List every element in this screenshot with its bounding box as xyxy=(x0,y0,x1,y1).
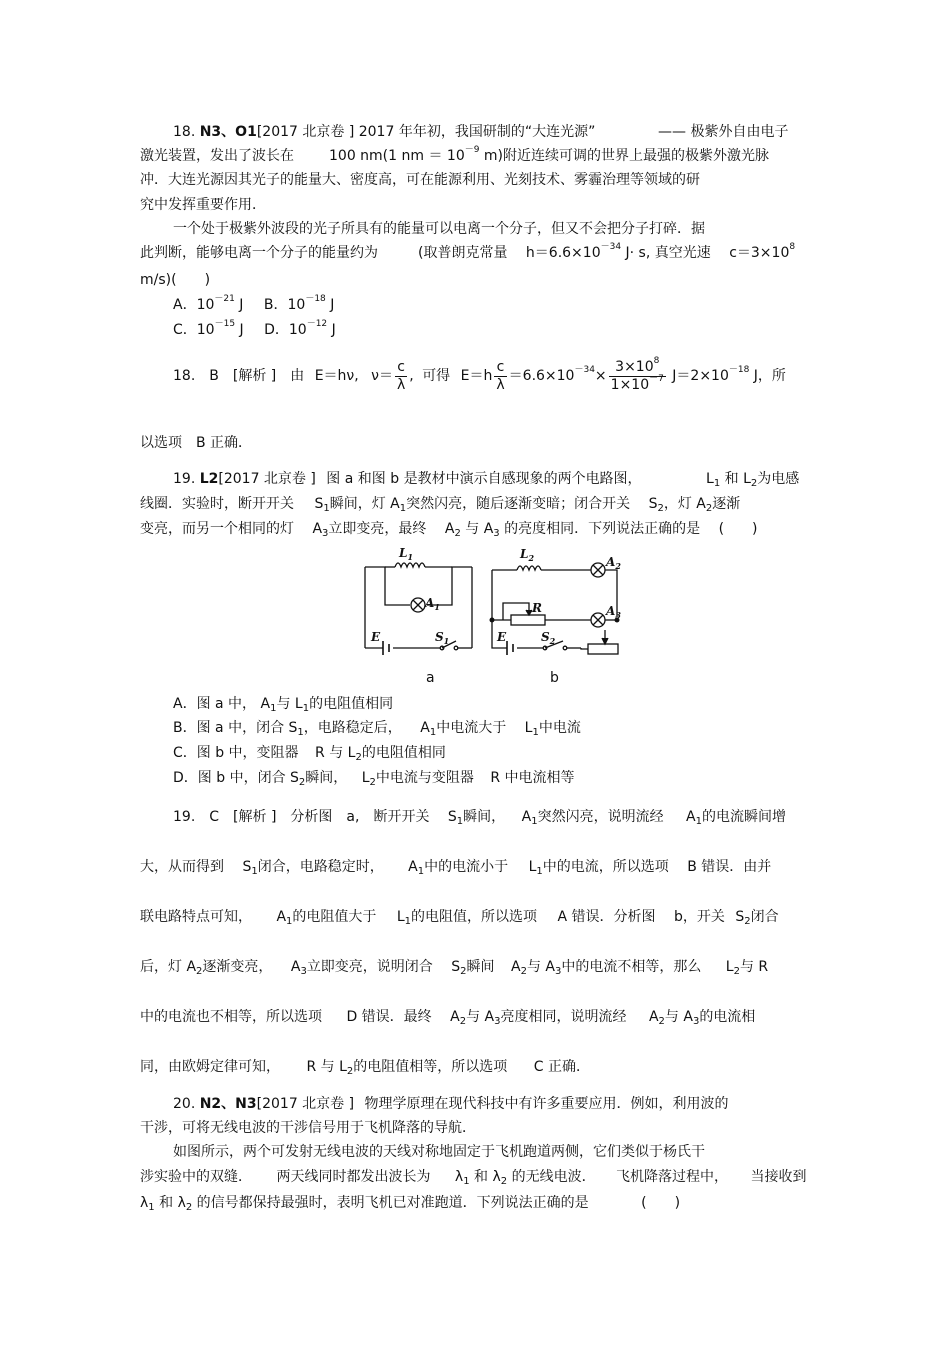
label-a3: $A_3$ xyxy=(606,604,621,620)
subscript: 1 xyxy=(429,727,437,738)
text: λ xyxy=(454,1169,464,1185)
formula: E＝h xyxy=(460,368,493,384)
a19-line1 xyxy=(173,808,786,826)
text: J xyxy=(234,297,244,313)
exponent: －34 xyxy=(600,242,622,252)
option-a xyxy=(173,294,244,313)
question-number: 18. xyxy=(173,124,196,140)
question-tag: N2、N3 xyxy=(199,1096,257,1112)
q18-line6 xyxy=(140,244,378,262)
subscript: 2 xyxy=(346,1066,354,1077)
text: 的电阻值相等，所以选项 xyxy=(353,1059,508,1075)
text: 中电流与变阻器 xyxy=(375,770,474,786)
text: b xyxy=(550,670,559,686)
option-c xyxy=(173,319,244,338)
subscript: 2 xyxy=(520,966,527,977)
subscript: 2 xyxy=(369,777,376,788)
subscript: 3 xyxy=(322,528,329,539)
text: 的无线电波． xyxy=(507,1169,596,1185)
text: L xyxy=(396,909,405,925)
text: 闭合，电路稳定时， xyxy=(257,859,384,875)
text: 立即变亮，说明闭合 xyxy=(306,959,433,975)
answer-head: 18. B [解析 ] 由 xyxy=(173,368,305,384)
text: 如图所示，两个可发射无线电波的天线对称地固定于飞机跑道两侧，它们类似于杨氏干 xyxy=(173,1144,705,1160)
text: S xyxy=(648,496,658,512)
subscript: 1 xyxy=(456,816,464,827)
a18-line2 xyxy=(140,434,252,452)
text: 后，灯 A xyxy=(140,959,197,975)
text: B．10 xyxy=(263,297,306,313)
text: 飞机降落过程中， xyxy=(616,1169,729,1185)
text: c＝3×10 xyxy=(729,245,790,261)
label-l2: $L_2$ xyxy=(520,547,535,563)
inductor-l2 xyxy=(517,566,541,570)
text: 100 nm(1 nm ＝ 10 xyxy=(329,148,465,164)
subscript: 2 xyxy=(196,966,203,977)
text: 变亮，而另一个相同的灯 xyxy=(140,521,294,537)
text: R 与 L xyxy=(315,745,356,761)
subscript: 2 xyxy=(355,752,362,763)
a19-line4 xyxy=(140,958,768,976)
text: J· s, 真空光速 xyxy=(621,245,711,261)
subscript: 3 xyxy=(493,528,500,539)
text: L xyxy=(524,720,533,736)
text: D．10 xyxy=(264,322,307,338)
subscript: 1 xyxy=(463,1176,470,1187)
q19-line2 xyxy=(140,495,740,513)
subscript: 1 xyxy=(297,727,304,738)
text: 与 R xyxy=(739,959,769,975)
a19-line2 xyxy=(140,858,771,876)
text: 逐渐变亮， xyxy=(202,959,273,975)
text: 的电流相 xyxy=(699,1009,756,1025)
a18-line1 xyxy=(173,356,786,396)
subscript: 1 xyxy=(695,816,702,827)
figure-a-label xyxy=(426,669,435,687)
question-number: 19. xyxy=(173,471,196,487)
subscript: 1 xyxy=(536,866,543,877)
battery-a xyxy=(383,641,389,655)
subscript: 1 xyxy=(417,866,425,877)
formula: ＝6.6×10 xyxy=(508,368,575,384)
formula: ν＝ xyxy=(371,368,393,384)
denominator xyxy=(609,373,666,394)
exponent: 8 xyxy=(653,355,660,366)
text: A 错误．分析图 xyxy=(557,909,656,925)
text: m) xyxy=(479,148,504,164)
subscript: 3 xyxy=(692,1016,700,1027)
q19-option-a xyxy=(173,695,393,713)
text: ，灯 A xyxy=(663,496,706,512)
label-a2: $A_2$ xyxy=(606,555,621,571)
subscript: 1 xyxy=(532,727,539,738)
text: 当接收到 xyxy=(750,1169,807,1185)
label-e-a: E xyxy=(371,630,381,644)
subscript: 1 xyxy=(251,866,258,877)
text: 以选项 B 正确． xyxy=(140,435,253,451)
subscript: 1 xyxy=(404,916,412,927)
text: B 错误．由并 xyxy=(687,859,772,875)
text: 的电流瞬间增 xyxy=(701,809,786,825)
text: , xyxy=(409,368,414,384)
text: A．10 xyxy=(173,297,215,313)
q18-line5 xyxy=(173,220,705,238)
text: S xyxy=(242,859,252,875)
text: S xyxy=(451,959,461,975)
text: 线圈．实验时，断开开关 xyxy=(140,496,294,512)
label-s2: $S_2$ xyxy=(541,630,556,646)
option-d xyxy=(264,319,336,338)
text: 中电流 xyxy=(538,720,581,736)
label-l1: $L_1$ xyxy=(399,546,414,562)
text: A xyxy=(686,809,696,825)
text: A xyxy=(290,959,301,975)
label-e-b: E xyxy=(497,630,507,644)
text: A．图 a 中， A xyxy=(173,696,271,712)
inductor-l1 xyxy=(395,563,425,567)
text: 2017 年年初，我国研制的“大连光源” xyxy=(358,124,596,140)
text: 立即变亮，最终 xyxy=(328,521,427,537)
subscript: 2 xyxy=(185,1202,193,1213)
subscript: 1 xyxy=(148,1202,155,1213)
text: L xyxy=(361,770,370,786)
text: ，电路稳定后， xyxy=(303,720,402,736)
text: A xyxy=(510,959,521,975)
text: 物理学原理在现代科技中有许多重要应用．例如，利用波的 xyxy=(364,1096,729,1112)
text: S xyxy=(447,809,457,825)
text: 的亮度相同．下列说法正确的是 xyxy=(499,521,701,537)
text: 3×10 xyxy=(615,358,654,375)
text: 与 L xyxy=(276,696,303,712)
question-tag: L2 xyxy=(199,471,219,487)
q19-line3 xyxy=(140,520,758,538)
q20-line2 xyxy=(140,1119,476,1137)
text: 的电阻值相同 xyxy=(361,745,446,761)
q18-line3 xyxy=(140,171,700,189)
text: L xyxy=(528,859,537,875)
text: J xyxy=(327,322,336,338)
rheostat-right xyxy=(588,644,618,654)
subscript: 2 xyxy=(744,916,751,927)
text: 的信号都保持最强时，表明飞机已对准跑道．下列说法正确的是 xyxy=(192,1195,589,1211)
text: 可得 xyxy=(422,368,451,384)
text: 附近连续可调的世界上最强的极紫外激光脉 xyxy=(503,148,770,164)
text: 突然闪亮，随后逐渐变暗；闭合开关 xyxy=(406,496,631,512)
text: 和 L xyxy=(720,471,751,487)
question-source: [2017 北京卷 ] xyxy=(256,1096,355,1112)
subscript: 1 xyxy=(531,816,538,827)
text: A xyxy=(276,909,287,925)
text: S xyxy=(735,909,745,925)
q18-line2-formula xyxy=(329,147,769,165)
text: A xyxy=(521,809,532,825)
exponent: －9 xyxy=(464,145,480,155)
text: 瞬间，灯 A xyxy=(329,496,400,512)
q20-line4 xyxy=(140,1168,807,1186)
rheostat-r xyxy=(511,615,545,625)
text: λ xyxy=(140,1195,149,1211)
subscript: 3 xyxy=(494,1016,501,1027)
fraction-value xyxy=(609,355,666,394)
text: a xyxy=(426,670,435,686)
a19-line3 xyxy=(140,908,779,926)
q19-line1-tail xyxy=(706,470,799,488)
text: R 中电流相等 xyxy=(490,770,575,786)
subscript: 2 xyxy=(460,966,467,977)
question-source: [2017 北京卷 ] xyxy=(218,471,316,487)
text: S xyxy=(314,496,324,512)
exponent: －7 xyxy=(649,373,664,384)
text: b，开关 xyxy=(673,909,725,925)
question-tag: N3、O1 xyxy=(199,124,257,140)
text: 瞬间， xyxy=(463,809,506,825)
subscript: 2 xyxy=(750,478,758,489)
q18-line1-tail xyxy=(658,123,788,141)
text: 同，由欧姆定律可知， xyxy=(140,1059,280,1075)
subscript: 2 xyxy=(705,503,713,514)
a19-line6 xyxy=(140,1058,590,1076)
fraction-c-over-lambda xyxy=(395,359,407,394)
subscript: 1 xyxy=(323,503,330,514)
text: C 正确． xyxy=(533,1059,590,1075)
denominator: λ xyxy=(396,376,406,393)
text: 此判断，能够电离一个分子的能量约为 xyxy=(140,245,378,261)
text: B．图 a 中，闭合 S xyxy=(173,720,298,736)
text: 究中发挥重要作用． xyxy=(140,197,266,213)
exponent: －15 xyxy=(214,319,236,329)
subscript: 1 xyxy=(399,503,407,514)
q20-line5 xyxy=(140,1194,680,1212)
text: h＝6.6×10 xyxy=(525,245,601,261)
text: 一个处于极紫外波段的光子所具有的能量可以电离一个分子，但又不会把分子打碎．据 xyxy=(173,221,705,237)
text: 中的电流，所以选项 xyxy=(542,859,669,875)
circuit-diagram xyxy=(355,545,630,690)
text: 激光装置，发出了波长在 xyxy=(140,148,294,164)
text: 和 λ xyxy=(469,1169,501,1185)
subscript: 2 xyxy=(454,528,461,539)
text: A xyxy=(312,521,323,537)
text: J，所 xyxy=(749,368,786,384)
text: C．图 b 中，变阻器 xyxy=(173,745,299,761)
subscript: 2 xyxy=(658,1016,665,1027)
text: A xyxy=(450,1009,460,1025)
text: 两天线同时都发出波长为 xyxy=(276,1169,431,1185)
text: 亮度相同，说明流经 xyxy=(500,1009,627,1025)
numerator: c xyxy=(395,359,407,377)
subscript: 3 xyxy=(300,966,307,977)
text: 与 A xyxy=(664,1009,693,1025)
text: 突然闪亮，说明流经 xyxy=(537,809,664,825)
exponent: －18 xyxy=(728,365,750,375)
subscript: 2 xyxy=(733,966,740,977)
text: A xyxy=(408,859,418,875)
subscript: 1 xyxy=(302,703,310,714)
exponent: －34 xyxy=(574,365,595,375)
text: ( ) xyxy=(641,1195,681,1211)
subscript: 1 xyxy=(713,478,721,489)
a19-line5 xyxy=(140,1008,755,1026)
text: 与 A xyxy=(526,959,555,975)
text: 的电阻值，所以选项 xyxy=(411,909,538,925)
text: 与 A xyxy=(466,1009,495,1025)
text: 的电阻值相同 xyxy=(309,696,394,712)
text: L xyxy=(706,471,714,487)
exponent: 8 xyxy=(789,242,796,252)
q20-line1 xyxy=(173,1095,729,1113)
q19-option-c xyxy=(173,744,446,762)
subscript: 2 xyxy=(298,777,306,788)
text: m/s)( ) xyxy=(140,272,211,288)
text: 瞬间 xyxy=(466,959,495,975)
text: C．10 xyxy=(173,322,215,338)
q19-line1 xyxy=(173,470,642,488)
text: 中的电流小于 xyxy=(424,859,509,875)
text: 的电阻值大于 xyxy=(292,909,377,925)
figure-b-label xyxy=(550,669,559,687)
text: L xyxy=(725,959,734,975)
numerator: c xyxy=(494,359,506,377)
q18-options-ab xyxy=(173,296,334,314)
q18-line6-constants xyxy=(418,244,795,262)
q19-option-d xyxy=(173,769,575,787)
formula: E＝hν, xyxy=(314,368,359,384)
text: A xyxy=(420,720,430,736)
subscript: 2 xyxy=(500,1176,508,1187)
text: R 与 L xyxy=(306,1059,347,1075)
text: 和 λ xyxy=(154,1195,186,1211)
text: 19. C [解析 ] 分析图 a, 断开开关 xyxy=(173,809,430,825)
battery-b xyxy=(507,641,513,655)
text: 涉实验中的双缝． xyxy=(140,1169,252,1185)
text: 逐渐 xyxy=(712,496,741,512)
label-s1: $S_1$ xyxy=(435,630,450,646)
text: A xyxy=(444,521,455,537)
text: 冲．大连光源因其光子的能量大、密度高，可在能源利用、光刻技术、雾霾治理等领域的研 xyxy=(140,172,700,188)
q18-line7 xyxy=(140,271,210,289)
text: 中电流大于 xyxy=(436,720,507,736)
label-a1: $A_1$ xyxy=(425,596,440,612)
text: 中的电流不相等，那么 xyxy=(561,959,702,975)
text: 瞬间， xyxy=(305,770,348,786)
text: 干涉，可将无线电波的干涉信号用于飞机降落的导航． xyxy=(140,1120,476,1136)
text: 1×10 xyxy=(610,376,650,393)
label-r: R xyxy=(532,601,542,615)
text: J xyxy=(235,322,244,338)
text: 中的电流也不相等，所以选项 xyxy=(140,1009,322,1025)
text: 为电感 xyxy=(757,471,800,487)
exponent: －12 xyxy=(306,319,328,329)
q20-line3 xyxy=(173,1143,705,1161)
q18-line2 xyxy=(140,147,294,165)
text: 与 A xyxy=(460,521,494,537)
text: 联电路特点可知， xyxy=(140,909,252,925)
text: ( ) xyxy=(718,521,758,537)
q18-line1 xyxy=(173,123,595,141)
subscript: 3 xyxy=(554,966,562,977)
exponent: －18 xyxy=(305,294,326,304)
text: —— 极紫外自由电子 xyxy=(658,124,789,140)
text: A xyxy=(648,1009,659,1025)
subscript: 1 xyxy=(270,703,277,714)
text: D 错误．最终 xyxy=(346,1009,432,1025)
q19-option-b xyxy=(173,719,581,737)
text: 闭合 xyxy=(750,909,779,925)
q18-options-cd xyxy=(173,321,336,339)
formula: J＝2×10 xyxy=(667,368,729,384)
option-b xyxy=(263,294,335,313)
question-source: [2017 北京卷 ] xyxy=(256,124,355,140)
question-number: 20. xyxy=(173,1096,196,1112)
text: (取普朗克常量 xyxy=(418,245,508,261)
text: D．图 b 中，闭合 S xyxy=(173,770,299,786)
exponent: －21 xyxy=(214,294,235,304)
subscript: 2 xyxy=(459,1016,467,1027)
subscript: 1 xyxy=(286,916,293,927)
text: 图 a 和图 b 是教材中演示自感现象的两个电路图， xyxy=(326,471,642,487)
text: J xyxy=(325,297,335,313)
circuit-a xyxy=(365,563,472,655)
denominator: λ xyxy=(496,376,505,393)
text: 大，从而得到 xyxy=(140,859,224,875)
text: × xyxy=(594,368,607,384)
fraction-c-over-lambda-2 xyxy=(494,359,506,394)
subscript: 2 xyxy=(657,503,664,514)
q18-line4 xyxy=(140,196,266,214)
